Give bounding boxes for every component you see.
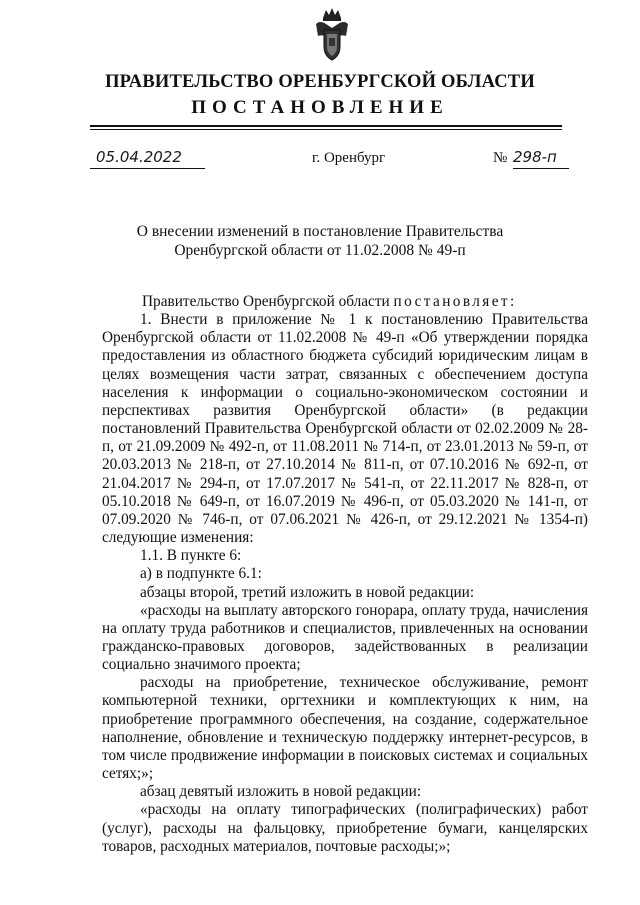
date-underline: [90, 168, 205, 169]
header-rule-thick: [90, 125, 562, 127]
document-date: 05.04.2022: [96, 148, 182, 166]
intro-paragraph: [102, 293, 588, 311]
intro-decree-word: постановляет:: [393, 293, 517, 310]
number-label: №: [493, 150, 508, 166]
coat-of-arms-icon: [312, 6, 352, 62]
subject-line-2: Оренбургской области от 11.02.2008 № 49-п: [174, 242, 466, 259]
document-type-title: ПОСТАНОВЛЕНИЕ: [191, 97, 449, 118]
body-paragraph: абзац девятый изложить в новой редакции:: [140, 783, 422, 801]
body-paragraph: абзацы второй, третий изложить в новой редакции:: [140, 583, 475, 601]
body-paragraph: расходы на приобретение, техническое обслуживание, ремонт компьютерной техники, оргтехники и комплектующих к ним, на приобретение программного обеспечения, на создание, содержательное наполнение, обновление и техническую поддержку интернет-ресурсов, в том числе продвижение информации в поисковых системах и социальных сетях;»;: [102, 674, 588, 783]
intro-prefix: Правительство Оренбургской области: [142, 293, 394, 310]
body-paragraph: «расходы на выплату авторского гонорара, оплату труда, начисления на оплату труда работников и специалистов, привлеченных на основании гражданско-правовых договоров, задействованных в реализации социально значимого проекта;: [102, 601, 588, 674]
body-paragraph: 1. Внести в приложение № 1 к постановлению Правительства Оренбургской области от 11.02.2008 № 49-п «Об утверждении порядка предоставления из областного бюджета субсидий юридическим лицам в целях возмещения части затрат, связанных с обеспечением доступа населения к информации о социально-экономическом состоянии и перспективах развития Оренбургской области» (в редакции постановлений Правительства Оренбургской области от 02.02.2009 № 28-п, от 21.09.2009 № 492-п, от 11.08.2011 № 714-п, от 23.01.2013 № 59-п, от 20.03.2013 № 218-п, от 27.10.2014 № 811-п, от 07.10.2016 № 692-п, от 21.04.2017 № 294-п, от 17.07.2017 № 541-п, от 22.11.2017 № 828-п, от 05.10.2018 № 649-п, от 16.07.2019 № 496-п, от 05.03.2020 № 141-п, от 07.09.2020 № 746-п, от 07.06.2021 № 426-п, от 29.12.2021 № 1354-п) следующие изменения:: [102, 311, 588, 547]
subject-line-1: О внесении изменений в постановление Правительства: [136, 223, 504, 240]
body-paragraph: а) в подпункте 6.1:: [140, 565, 262, 583]
body-paragraph: «расходы на оплату типографических (полиграфических) работ (услуг), расходы на фальцовку, приобретение бумаги, канцелярских товаров, расходных материалов, почтовые расходы;»;: [102, 801, 588, 855]
document-number: 298-п: [513, 148, 557, 166]
header-rule-thin: [90, 129, 562, 130]
document-city: г. Оренбург: [312, 150, 386, 166]
document-body: [102, 293, 588, 856]
organization-title: ПРАВИТЕЛЬСТВО ОРЕНБУРГСКОЙ ОБЛАСТИ: [105, 72, 535, 92]
body-paragraph: 1.1. В пункте 6:: [140, 547, 242, 565]
document-subject: [0, 222, 640, 260]
number-underline: [513, 168, 569, 169]
